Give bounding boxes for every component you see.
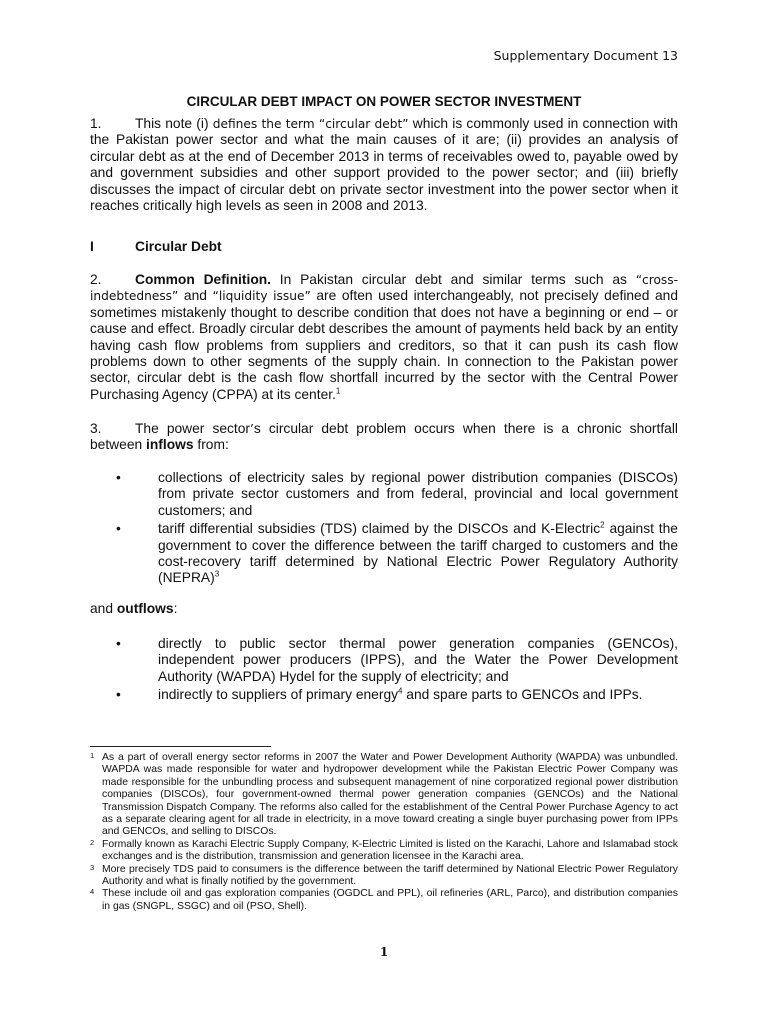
bullet-icon: • bbox=[116, 470, 121, 485]
footnote-number: 4 bbox=[90, 887, 95, 897]
outflows-intro: and outflows: bbox=[90, 601, 178, 616]
footnote-ref: 2 bbox=[600, 520, 605, 530]
paragraph-2: 2. Common Definition. In Pakistan circular debt and similar terms such as “cross-indebtedness” and “liquidity issue” are often used interchangeably, not precisely defined and sometimes mistakenly thought to describe condition that does not have a beginning or end – or cause and effect. Broadly circular debt describes the amount of payments held back by an entity having cash flow problems from suppliers and creditors, so that it can push its cash flow problems down to other segments of the supply chain. In connection to the Pakistan power sector, circular debt is the cash flow shortfall incurred by the sector with the Central Power Purchasing Agency (CPPA) at its center.$^1$ bbox=[90, 272, 678, 402]
supplementary-document-label: Supplementary Document 13 bbox=[493, 48, 678, 63]
footnote-number: 3 bbox=[90, 862, 95, 872]
paragraph-number: 3. bbox=[90, 421, 102, 436]
footnote: 2 Formally known as Karachi Electric Supply Company, K-Electric Limited is listed on the Karachi, Lahore and Islamabad stock exchanges and is the distribution, transmission and generation licensee in the Karachi area. bbox=[90, 837, 678, 863]
inflows-list bbox=[90, 470, 678, 589]
paragraph-1: 1. This note (i) defines the term “circular debt” which is commonly used in connection with the Pakistan power sector and what the main causes of it are; (ii) provides an analysis of circular debt as at the end of December 2013 in terms of receivables owed to, payable owed by and government subsidies and other support provided to the power sector; and (iii) briefly discusses the impact of circular debt on private sector investment into the power sector when it reaches critically high levels as seen in 2008 and 2013. bbox=[90, 116, 678, 214]
section-heading bbox=[90, 239, 222, 254]
paragraph-number: 1. bbox=[90, 116, 102, 131]
list-item: • directly to public sector thermal power generation companies (GENCOs), independent power producers (IPPS), and the Water the Power Development Authority (WAPDA) Hydel for the supply of electricity; and bbox=[116, 636, 678, 684]
paragraph-3: 3. The power sector’s circular debt problem occurs when there is a chronic shortfall between inflows from: bbox=[90, 421, 678, 453]
footnote-separator bbox=[90, 746, 271, 747]
bullet-icon: • bbox=[116, 636, 121, 651]
footnote-number: 2 bbox=[90, 837, 95, 847]
footnote-ref: 1 bbox=[335, 386, 341, 396]
section-title: Circular Debt bbox=[135, 239, 222, 254]
footnote: 3 More precisely TDS paid to consumers is the difference between the tariff determined by National Electric Power Regulatory Authority and what is finally notified by the government. bbox=[90, 862, 678, 888]
list-item: • tariff differential subsidies (TDS) claimed by the DISCOs and K-Electric$^2$ against the government to cover the difference between the tariff charged to customers and the cost-recovery tariff determined by National Electric Power Regulatory Authority (NEPRA)$^3$ bbox=[116, 520, 678, 586]
document-title: CIRCULAR DEBT IMPACT ON POWER SECTOR INVESTMENT bbox=[186, 94, 582, 109]
footnotes bbox=[90, 752, 678, 913]
outflows-list bbox=[90, 636, 678, 706]
section-number: I bbox=[90, 239, 94, 254]
footnote-number: 1 bbox=[90, 751, 95, 760]
list-item: • indirectly to suppliers of primary energy$^4$ and spare parts to GENCOs and IPPs. bbox=[116, 686, 643, 703]
footnote-ref: 3 bbox=[214, 569, 220, 579]
paragraph-lead: Common Definition. bbox=[135, 272, 272, 287]
footnote: 1 As a part of overall energy sector reforms in 2007 the Water and Power Development Authority (WAPDA) was unbundled. WAPDA was made responsible for water and hydropower development while the Pakistan Electric Power Company was made responsible for the unbundling process and subsequent management of nine corporatized regional power distribution companies (DISCOs), four government-owned thermal power generation companies (GENCOs) and the National Transmission Dispatch Company. The reforms also called for the establishment of the Central Power Purchase Agency to act as a separate clearing agent for all trade in electricity, in a move toward creating a single buyer purchasing power from IPPs and GENCOs, and selling to DISCOs. bbox=[90, 751, 678, 838]
bullet-icon: • bbox=[116, 687, 121, 703]
footnote-ref: 4 bbox=[398, 686, 403, 696]
page-number: 1 bbox=[379, 945, 389, 959]
paragraph-number: 2. bbox=[90, 272, 102, 287]
footnote: 4 These include oil and gas exploration companies (OGDCL and PPL), oil refineries (ARL, Parco), and distribution companies in gas (SNGPL, SSGC) and oil (PSO, Shell). bbox=[90, 887, 678, 912]
bullet-icon: • bbox=[116, 521, 121, 537]
list-item: • collections of electricity sales by regional power distribution companies (DISCOs) from private sector customers and from federal, provincial and local government customers; and bbox=[116, 470, 678, 518]
